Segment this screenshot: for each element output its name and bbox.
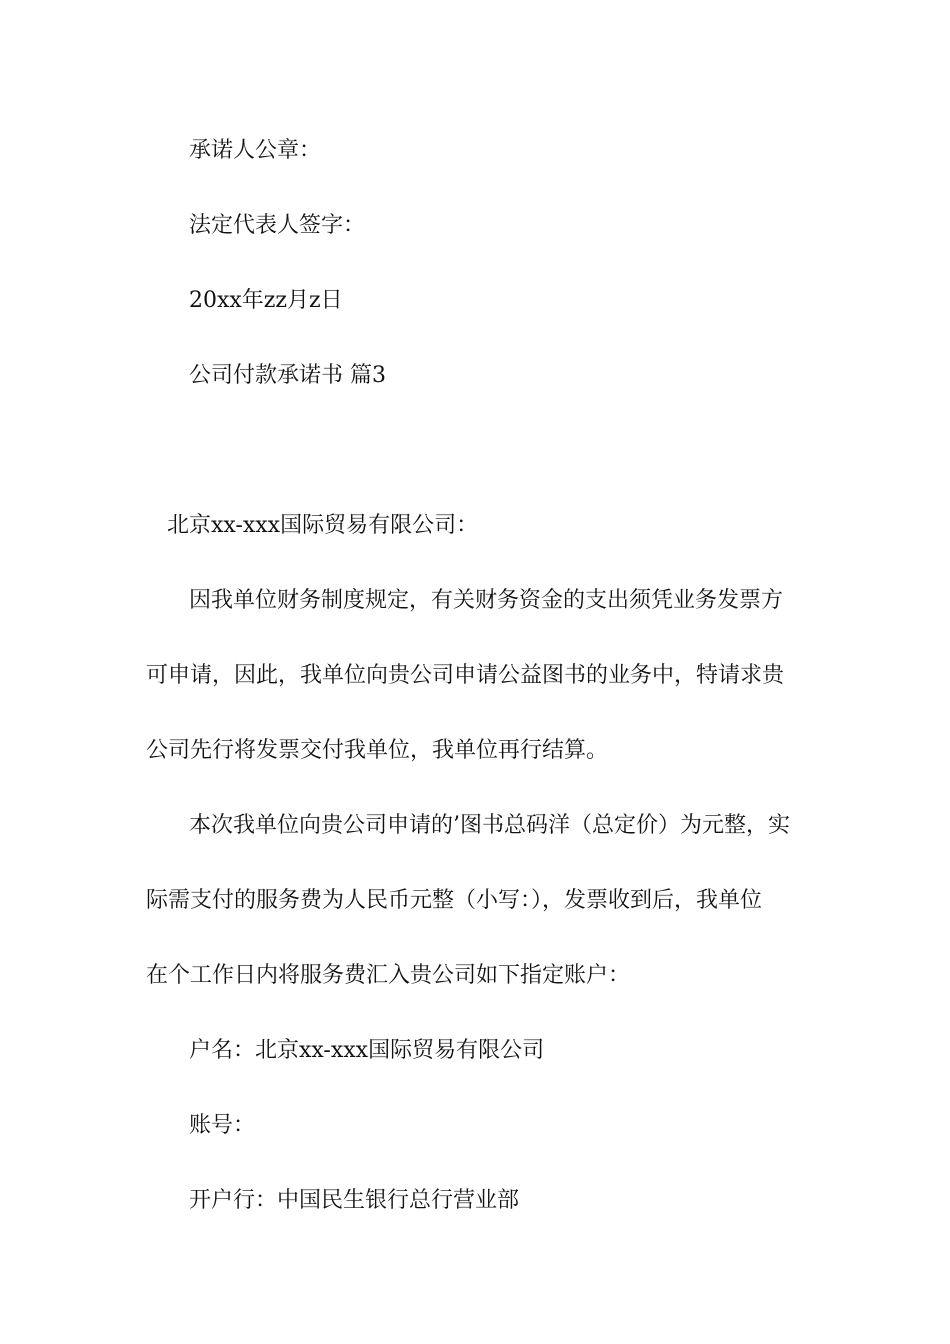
paragraph1-line2: 可申请，因此，我单位向贵公司申请公益图书的业务中，特请求贵 [146,663,785,688]
section-title: 公司付款承诺书 篇3 [189,363,386,388]
paragraph1-line1: 因我单位财务制度规定，有关财务资金的支出须凭业务发票方 [189,588,784,613]
date-line: 20xx年zz月z日 [189,288,343,313]
paragraph2-line2: 际需支付的服务费为人民币元整（小写：），发票收到后，我单位 [146,888,763,913]
paragraph2-line1: 本次我单位向贵公司申请的’图书总码洋（总定价）为元整，实 [189,813,790,838]
paragraph2-line3: 在个工作日内将服务费汇入贵公司如下指定账户： [146,963,631,988]
rep-signature-label: 法定代表人签字： [189,213,366,238]
paragraph1-line3: 公司先行将发票交付我单位，我单位再行结算。 [146,738,609,763]
account-bank: 开户行：中国民生银行总行营业部 [189,1188,520,1213]
account-name: 户名：北京xx-xxx国际贸易有限公司 [189,1038,545,1063]
seal-label: 承诺人公章： [189,138,322,163]
account-number: 账号： [189,1113,256,1138]
salutation: 北京xx-xxx国际贸易有限公司： [167,513,479,538]
